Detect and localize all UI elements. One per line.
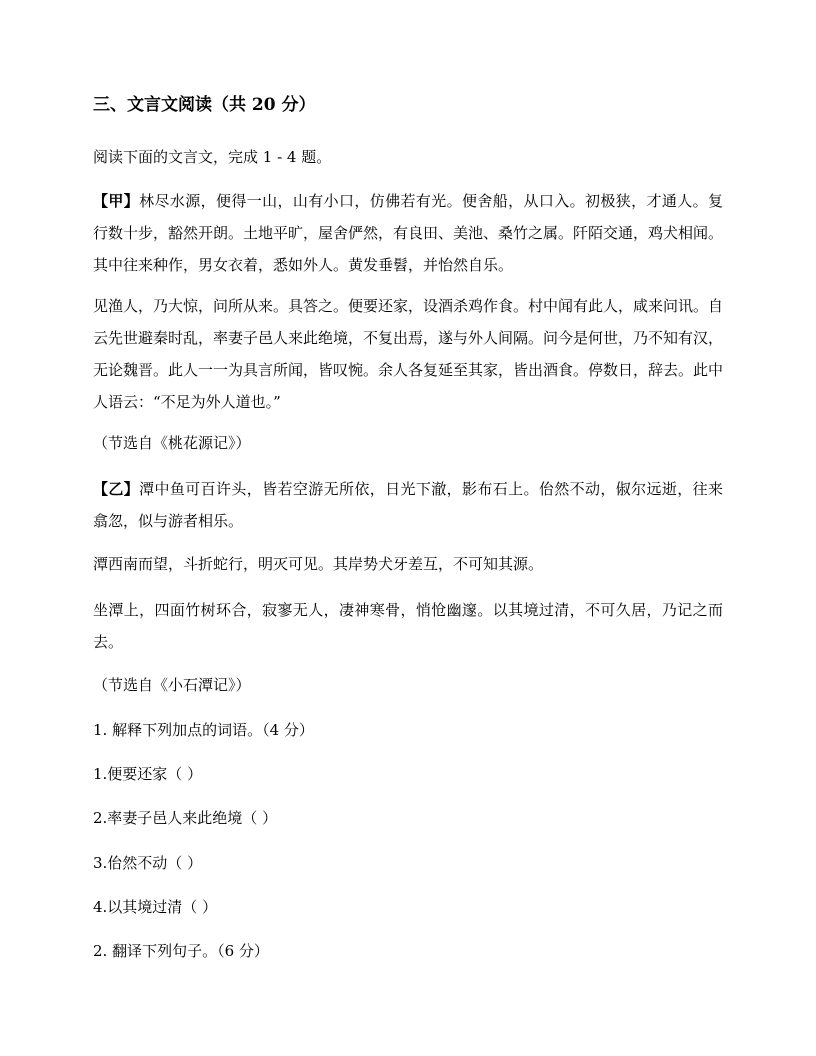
section-title: 三、文言文阅读（共 20 分） — [93, 95, 316, 115]
question-2-prompt: 2. 翻译下列句子。（6 分） — [93, 942, 269, 960]
question-1-item-4: 4.以其境过清（ ） — [93, 898, 218, 916]
question-1-item-1: 1.便要还家（ ） — [93, 765, 203, 783]
passage-a-paragraph-1 — [93, 185, 723, 281]
passage-b-marker: 【乙】 — [93, 480, 140, 498]
instruction-text: 阅读下面的文言文，完成 1 - 4 题。 — [93, 148, 332, 166]
passage-b-paragraph-2: 潭西南而望，斗折蛇行，明灭可见。其岸势犬牙差互，不可知其源。 — [93, 555, 544, 573]
passage-a-source: （节选自《桃花源记》） — [93, 434, 251, 452]
passage-b-paragraph-1 — [93, 473, 723, 537]
question-1-item-2: 2.率妻子邑人来此绝境（ ） — [93, 809, 278, 827]
question-1-item-3: 3.佁然不动（ ） — [93, 854, 203, 872]
passage-b-source: （节选自《小石潭记》） — [93, 676, 251, 694]
question-1-prompt: 1. 解释下列加点的词语。（4 分） — [93, 721, 314, 739]
passage-a-paragraph-1-text: 林尽水源，便得一山，山有小口，仿佛若有光。便舍船，从口入。初极狭，才通人。复行数十步，豁然开朗。土地平旷，屋舍俨然，有良田、美池、桑竹之属。阡陌交通，鸡犬相闻。其中往来种作，男女衣着，悉如外人。黄发垂髫，并怡然自乐。 — [93, 192, 724, 274]
passage-b-paragraph-3: 坐潭上，四面竹树环合，寂寥无人，凄神寒骨，悄怆幽邃。以其境过清，不可久居，乃记之而去。 — [93, 601, 723, 651]
passage-a-marker: 【甲】 — [93, 192, 140, 210]
passage-b-paragraph-1-text: 潭中鱼可百许头，皆若空游无所依，日光下澈，影布石上。佁然不动，俶尔远逝，往来翕忽，似与游者相乐。 — [93, 480, 723, 530]
passage-a-paragraph-2: 见渔人，乃大惊，问所从来。具答之。便要还家，设酒杀鸡作食。村中闻有此人，咸来问讯。自云先世避秦时乱，率妻子邑人来此绝境，不复出焉，遂与外人间隔。问今是何世，乃不知有汉，无论魏晋。此人一一为具言所闻，皆叹惋。余人各复延至其家，皆出酒食。停数日，辞去。此中人语云：“不足为外人道也。” — [93, 297, 724, 411]
